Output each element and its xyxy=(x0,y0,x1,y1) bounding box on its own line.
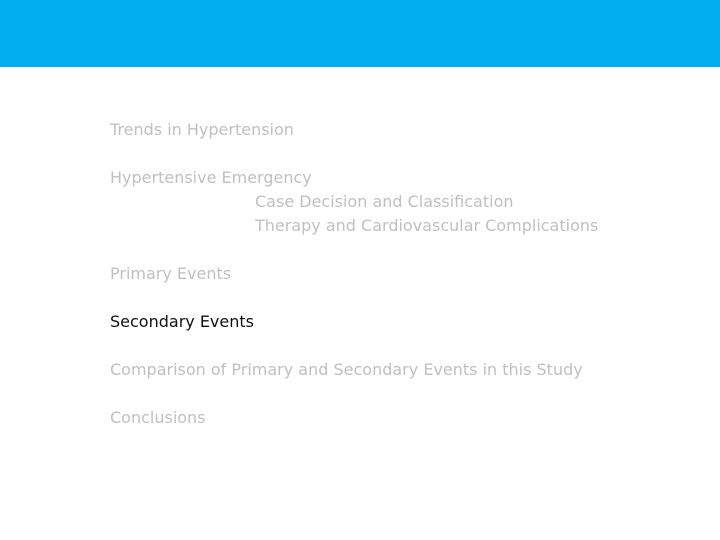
agenda-item-trends: Trends in Hypertension xyxy=(110,120,294,139)
agenda-item-comparison: Comparison of Primary and Secondary Events in this Study xyxy=(110,360,583,379)
agenda-subitem-case-decision: Case Decision and Classification xyxy=(255,192,514,211)
header-band xyxy=(0,0,720,67)
agenda-item-secondary-events: Secondary Events xyxy=(110,312,254,331)
agenda-subitem-therapy: Therapy and Cardiovascular Complications xyxy=(255,216,599,235)
agenda-item-conclusions: Conclusions xyxy=(110,408,206,427)
agenda-item-primary-events: Primary Events xyxy=(110,264,232,283)
agenda-item-hypertensive-emergency: Hypertensive Emergency xyxy=(110,168,312,187)
